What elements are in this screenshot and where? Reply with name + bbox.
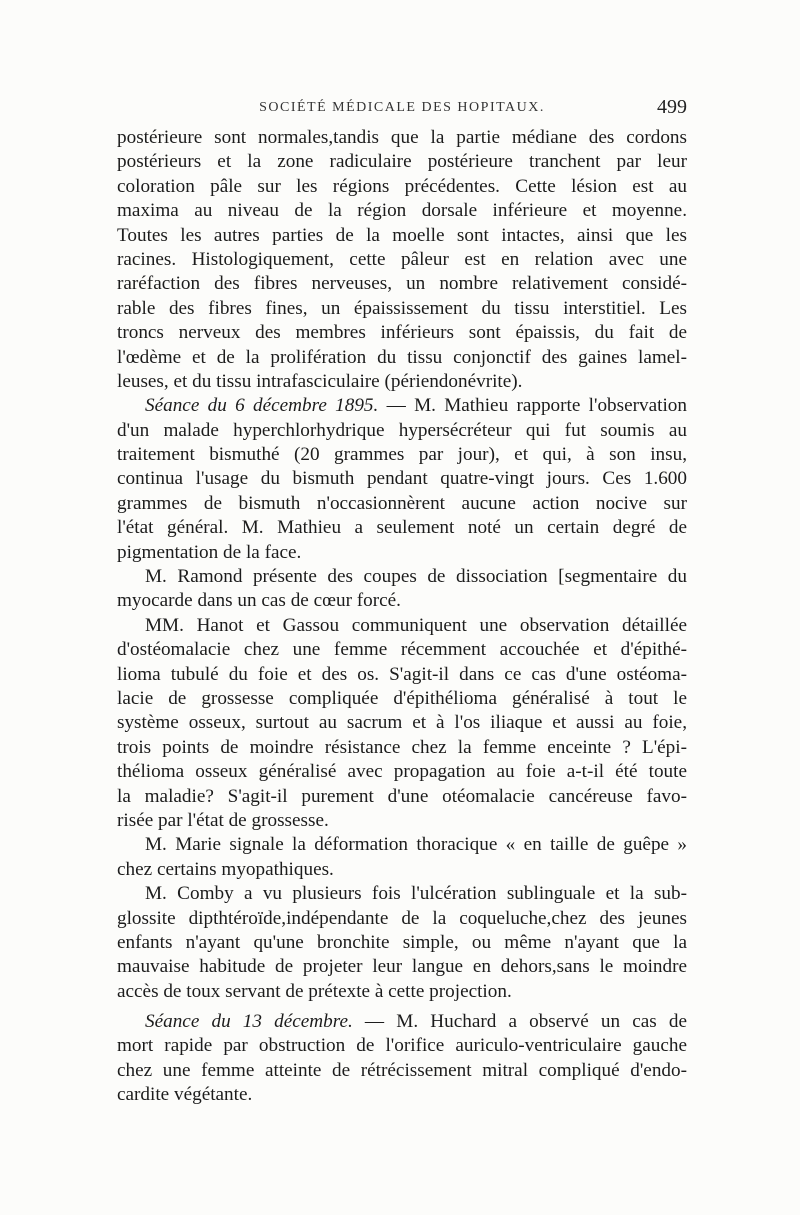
text-line bbox=[117, 175, 687, 199]
text-line bbox=[117, 638, 687, 662]
text-line bbox=[117, 809, 687, 833]
text-line bbox=[117, 370, 687, 394]
text-line bbox=[117, 272, 687, 296]
line-text: accès de toux servant de prétexte à cette projection. bbox=[117, 980, 512, 1002]
line-text: l'œdème et de la prolifération du tissu conjonctif des gaines lamel- bbox=[117, 346, 687, 368]
line-text: chez certains myopathiques. bbox=[117, 858, 334, 880]
text-line bbox=[117, 541, 687, 565]
line-text: thélioma osseux généralisé avec propagation au foie a-t-il été toute bbox=[117, 761, 687, 783]
line-text: continua l'usage du bismuth pendant quatre-vingt jours. Ces 1.600 bbox=[117, 468, 687, 490]
text-line bbox=[117, 346, 687, 370]
line-text: Toutes les autres parties de la moelle sont intactes, ainsi que les bbox=[117, 224, 687, 246]
text-line bbox=[117, 1059, 687, 1083]
text-line bbox=[117, 199, 687, 223]
text-line bbox=[117, 955, 687, 979]
text-line bbox=[117, 858, 687, 882]
text-line bbox=[117, 248, 687, 272]
text-line bbox=[117, 467, 687, 491]
line-text: MM. Hanot et Gassou communiquent une observation détaillée bbox=[145, 614, 687, 636]
line-text: racines. Histologiquement, cette pâleur est en relation avec une bbox=[117, 248, 687, 270]
text-line bbox=[117, 687, 687, 711]
text-line bbox=[117, 443, 687, 467]
line-text: système osseux, surtout au sacrum et à l'os iliaque et aussi au foie, bbox=[117, 712, 687, 734]
text-line bbox=[117, 492, 687, 516]
page-number: 499 bbox=[657, 96, 687, 118]
line-text: rable des fibres fines, un épaississement du tissu interstitiel. Les bbox=[117, 297, 687, 319]
session-date-heading: Séance du 13 décembre. bbox=[145, 1011, 353, 1033]
line-text: la maladie? S'agit-il purement d'une otéomalacie cancéreuse favo- bbox=[117, 785, 687, 807]
text-line bbox=[117, 126, 687, 150]
line-text: chez une femme atteinte de rétrécissement mitral compliqué d'endo- bbox=[117, 1059, 687, 1081]
line-text: postérieurs et la zone radiculaire postérieure tranchent par leur bbox=[117, 151, 687, 173]
line-text: pigmentation de la face. bbox=[117, 541, 302, 563]
line-text: troncs nerveux des membres inférieurs sont épaissis, du fait de bbox=[117, 322, 687, 344]
text-line bbox=[117, 907, 687, 931]
line-text: cardite végétante. bbox=[117, 1084, 253, 1106]
text-line bbox=[117, 394, 687, 418]
line-text: postérieure sont normales,tandis que la partie médiane des cordons bbox=[117, 127, 687, 148]
line-text: glossite dipthtéroïde,indépendante de la coqueluche,chez des jeunes bbox=[117, 907, 687, 929]
text-line bbox=[117, 589, 687, 613]
text-line bbox=[117, 614, 687, 638]
page-header bbox=[117, 96, 687, 122]
line-text: myocarde dans un cas de cœur forcé. bbox=[117, 590, 401, 612]
text-line bbox=[117, 760, 687, 784]
text-line bbox=[117, 931, 687, 955]
text-line bbox=[117, 1034, 687, 1058]
text-line bbox=[117, 980, 687, 1004]
line-text: M. Comby a vu plusieurs fois l'ulcération sublinguale et la sub- bbox=[145, 883, 687, 905]
line-text: M. Ramond présente des coupes de dissociation [segmentaire du bbox=[145, 566, 687, 588]
line-text: mauvaise habitude de projeter leur langue en dehors,sans le moindre bbox=[117, 956, 687, 978]
running-title: SOCIÉTÉ MÉDICALE DES HOPITAUX. bbox=[259, 100, 545, 115]
text-line bbox=[117, 711, 687, 735]
line-text: M. Marie signale la déformation thoracique « en taille de guêpe » bbox=[145, 834, 687, 856]
line-text: enfants n'ayant qu'une bronchite simple, ou même n'ayant que la bbox=[117, 931, 687, 953]
line-text: traitement bismuthé (20 grammes par jour), et qui, à son insu, bbox=[117, 444, 687, 466]
line-text: coloration pâle sur les régions précédentes. Cette lésion est au bbox=[117, 175, 687, 197]
text-line bbox=[117, 150, 687, 174]
line-text: — M. Huchard a observé un cas de bbox=[352, 1011, 687, 1033]
text-line bbox=[117, 1083, 687, 1107]
text-line bbox=[117, 833, 687, 857]
line-text: leuses, et du tissu intrafasciculaire (périendonévrite). bbox=[117, 370, 523, 392]
line-text: trois points de moindre résistance chez la femme enceinte ? L'épi- bbox=[117, 736, 687, 758]
text-line bbox=[117, 1010, 687, 1034]
line-text: lacie de grossesse compliquée d'épithélioma généralisé à tout le bbox=[117, 687, 687, 709]
text-line bbox=[117, 736, 687, 760]
text-line bbox=[117, 882, 687, 906]
line-text: raréfaction des fibres nerveuses, un nombre relativement considé- bbox=[117, 273, 687, 295]
line-text: risée par l'état de grossesse. bbox=[117, 809, 329, 831]
line-text: d'ostéomalacie chez une femme récemment accouchée et d'épithé- bbox=[117, 639, 687, 661]
text-line bbox=[117, 565, 687, 589]
body-text bbox=[117, 126, 687, 1108]
text-line bbox=[117, 224, 687, 248]
text-line bbox=[117, 516, 687, 540]
line-text: mort rapide par obstruction de l'orifice auriculo-ventriculaire gauche bbox=[117, 1035, 687, 1057]
line-text: lioma tubulé du foie et des os. S'agit-il dans ce cas d'une ostéoma- bbox=[117, 663, 687, 685]
text-line bbox=[117, 419, 687, 443]
text-line bbox=[117, 663, 687, 687]
line-text: maxima au niveau de la région dorsale inférieure et moyenne. bbox=[117, 200, 687, 222]
text-line bbox=[117, 321, 687, 345]
line-text: l'état général. M. Mathieu a seulement noté un certain degré de bbox=[117, 517, 687, 539]
line-text: d'un malade hyperchlorhydrique hypersécréteur qui fut soumis au bbox=[117, 419, 687, 441]
line-text: — M. Mathieu rapporte l'observation bbox=[378, 395, 687, 417]
text-line bbox=[117, 297, 687, 321]
text-line bbox=[117, 785, 687, 809]
session-date-heading: Séance du 6 décembre 1895. bbox=[145, 395, 379, 417]
line-text: grammes de bismuth n'occasionnèrent aucune action nocive sur bbox=[117, 492, 687, 514]
